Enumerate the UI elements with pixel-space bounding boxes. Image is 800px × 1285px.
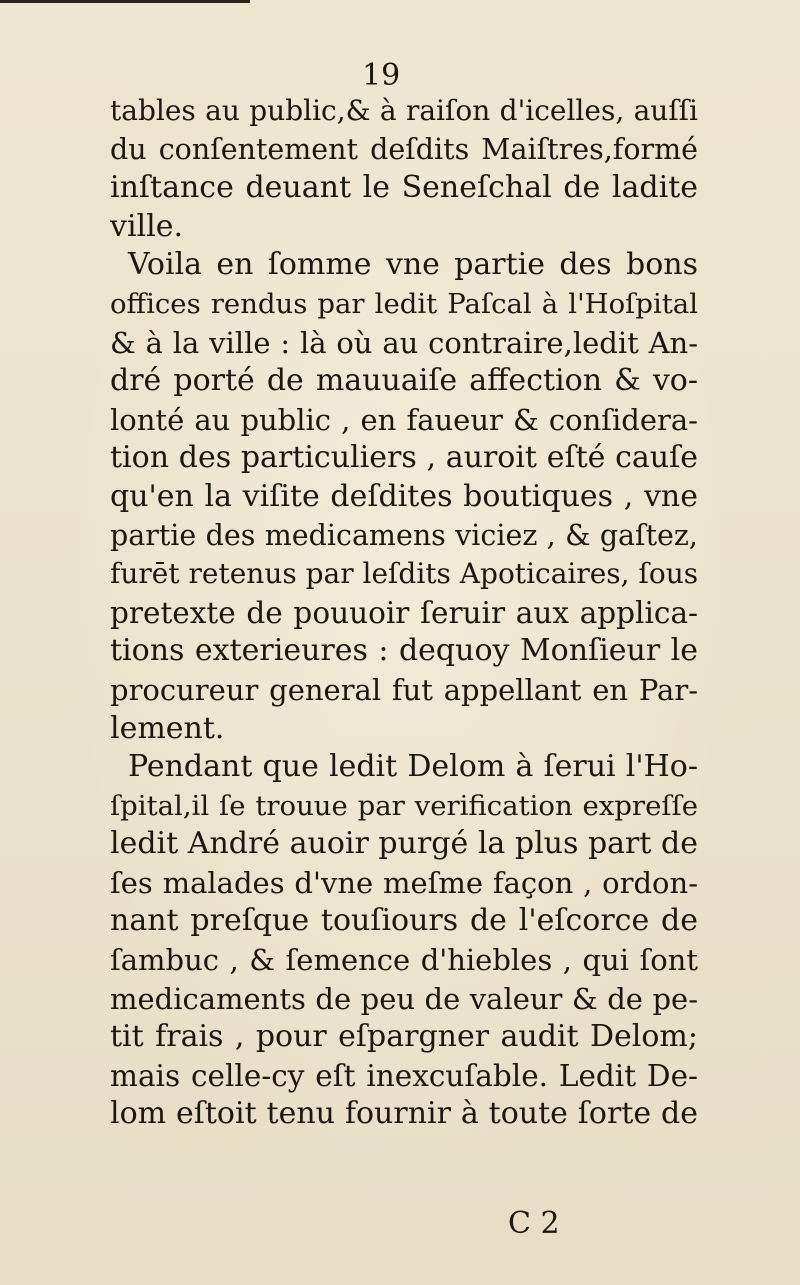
text-line: procureur general fut appellant en Par- [110,672,698,707]
top-rule [0,0,250,3]
signature-mark: C 2 [508,1206,560,1241]
text-line: partie des medicamens viciez , & gaſtez, [110,518,698,552]
text-line: medicaments de peu de valeur & de pe- [110,981,698,1016]
text-line: Pendant que ledit Delom à ſerui l'Ho- [128,749,698,785]
text-line: ſpital,il ſe trouue par verification expreſſe [110,789,698,822]
text-line: ledit André auoir purgé la plus part de [110,826,698,862]
page-number: 19 [362,58,401,93]
text-line: ſambuc , & ſemence d'hiebles , qui ſont [110,943,698,978]
text-line: inſtance deuant le Seneſchal de ladite [110,170,698,206]
text-line: tables au public,& à raiſon d'icelles, auſſi [110,94,698,127]
text-line: du conſentement deſdits Maiſtres,formé [110,132,698,166]
text-line: dré porté de mauuaiſe affection & vo- [110,363,698,399]
text-line: ſes malades d'vne meſme façon , ordon- [110,865,698,900]
text-line: Voila en ſomme vne partie des bons [128,247,698,283]
text-line: qu'en la viſite deſdites boutiques , vne [110,478,698,514]
text-line: nant preſque touſiours de l'eſcorce de [110,903,698,939]
text-line: & à la ville : là où au contraire,ledit An- [110,325,698,360]
text-line: mais celle-cy eſt inexcuſable. Ledit De- [110,1058,698,1093]
body-text [110,92,698,1134]
text-line: offices rendus par ledit Paſcal à l'Hoſpital [110,287,698,320]
text-line: tit frais , pour eſpargner audit Delom; [110,1019,698,1055]
text-line: lonté au public , en faueur & conſidera- [110,402,698,437]
text-line: lom eſtoit tenu fournir à toute ſorte de [110,1096,698,1132]
text-line: tion des particuliers , auroit eſté cauſe [110,440,698,476]
text-line: lement. [110,710,225,746]
text-line: tions exterieures : dequoy Monſieur le [110,633,698,669]
text-line: ville. [110,208,184,244]
text-line: furēt retenus par leſdits Apoticaires, ſous [110,557,698,591]
text-line: pretexte de pouuoir ſeruir aux applica- [110,595,698,630]
